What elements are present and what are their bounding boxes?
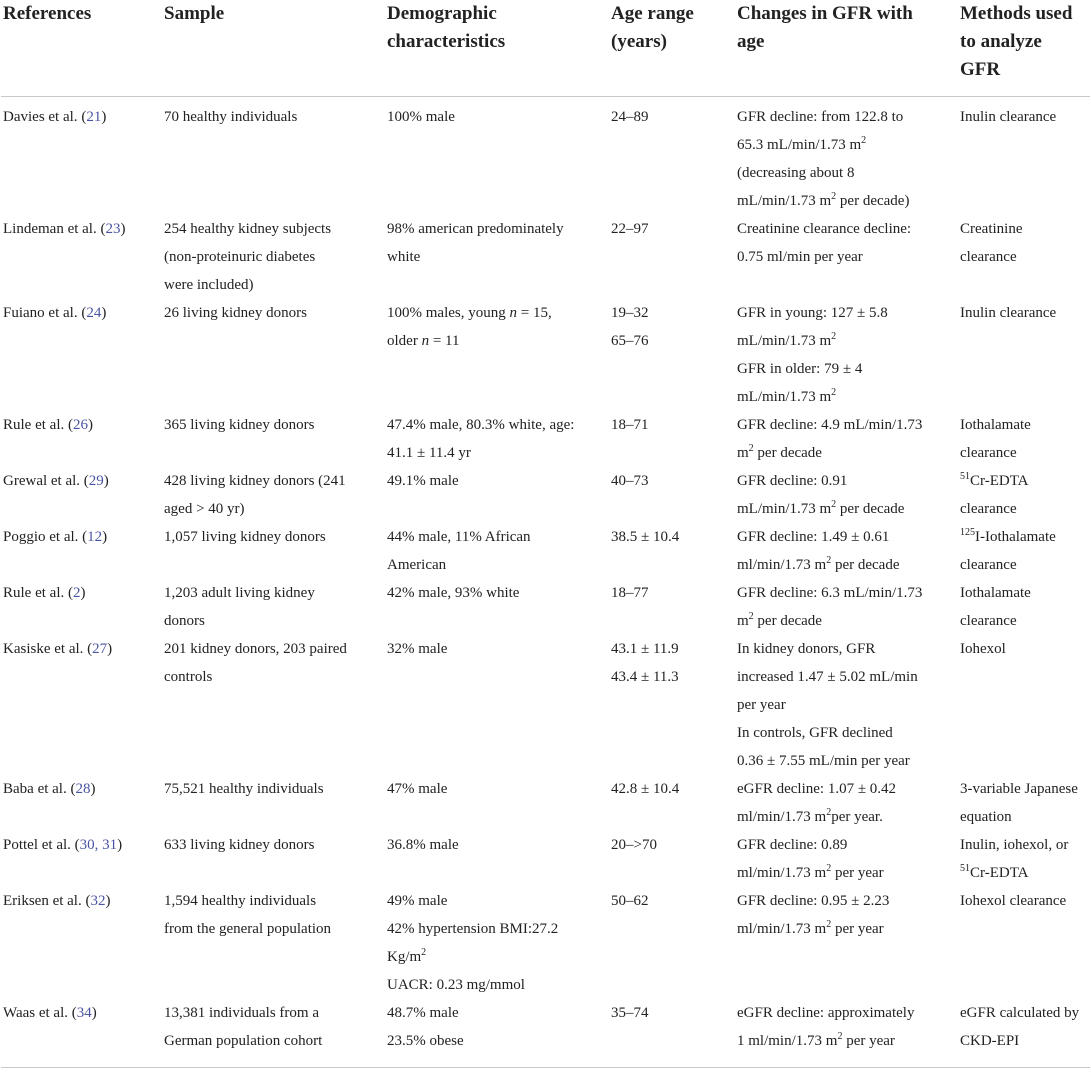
cell-line: clearance — [960, 613, 1017, 629]
cell-reference: Rule et al. (2) — [3, 585, 86, 601]
citation-link[interactable]: 12 — [87, 529, 103, 545]
citation-link[interactable]: 28 — [75, 781, 91, 797]
cell-line: Inulin, iohexol, or — [960, 837, 1069, 853]
cell-demographic — [385, 831, 609, 887]
cell-line: increased 1.47 ± 5.02 mL/min — [737, 669, 918, 685]
cell-age-range — [609, 579, 735, 635]
author-name: Eriksen et al. — [3, 893, 82, 909]
header-demographic: Demographic characteristics — [385, 0, 609, 97]
cell-line: GFR decline: 6.3 mL/min/1.73 — [737, 585, 923, 601]
header-sample: Sample — [162, 0, 385, 97]
cell-age-range — [609, 523, 735, 579]
table-row — [1, 775, 1090, 831]
cell-reference: Poggio et al. (12) — [3, 529, 108, 545]
cell-line: 100% males, young n = 15, — [387, 305, 552, 321]
cell-demographic — [385, 775, 609, 831]
author-name: Grewal et al. — [3, 473, 81, 489]
citation-link[interactable]: 2 — [72, 585, 81, 601]
cell-demographic — [385, 467, 609, 523]
cell-reference: Grewal et al. (29) — [3, 473, 109, 489]
table-row — [1, 579, 1090, 635]
cell-gfr-change — [735, 523, 958, 579]
cell-line: 1,594 healthy individuals — [164, 893, 317, 909]
cell-method — [958, 831, 1090, 887]
cell-line: 50–62 — [611, 893, 649, 909]
cell-reference: Waas et al. (34) — [1, 999, 162, 1068]
cell-gfr-change — [735, 579, 958, 635]
cell-line: 1,057 living kidney donors — [164, 529, 326, 545]
cell-sample — [162, 411, 385, 467]
author-name: Poggio et al. — [3, 529, 79, 545]
cell-reference: Pottel et al. (30, 31) — [3, 837, 123, 853]
cell-line: $Kg/m^2$ — [387, 947, 427, 965]
cell-method — [958, 999, 1090, 1068]
gfr-studies-table — [1, 0, 1090, 1068]
cell-line: Inulin clearance — [960, 305, 1057, 321]
cell-line: 49.1% male — [387, 473, 459, 489]
table-row — [1, 215, 1090, 299]
cell-line: Iohexol clearance — [960, 893, 1067, 909]
cell-line: older n = 11 — [387, 333, 460, 349]
cell-sample — [162, 523, 385, 579]
cell-line: GFR decline: 4.9 mL/min/1.73 — [737, 417, 923, 433]
cell-line: 365 living kidney donors — [164, 417, 315, 433]
cell-line: GFR in young: 127 ± 5.8 — [737, 305, 888, 321]
cell-gfr-change — [735, 467, 958, 523]
header-gfr-changes: Changes in GFR with age — [735, 0, 958, 97]
cell-line: 70 healthy individuals — [164, 109, 298, 125]
cell-line: 20–>70 — [611, 837, 657, 853]
cell-gfr-change — [735, 775, 958, 831]
cell-gfr-change — [735, 299, 958, 411]
cell-reference: Rule et al. (26) — [3, 417, 93, 433]
cell-method — [958, 523, 1090, 579]
cell-line: 98% american predominately — [387, 221, 564, 237]
cell-line: 428 living kidney donors (241 — [164, 473, 346, 489]
cell-line: 18–77 — [611, 585, 649, 601]
cell-age-range — [609, 887, 735, 999]
cell-gfr-change — [735, 999, 958, 1068]
cell-line: UACR: 0.23 mg/mmol — [387, 977, 525, 993]
cell-age-range — [609, 775, 735, 831]
cell-line: 18–71 — [611, 417, 649, 433]
table-row — [1, 635, 1090, 775]
cell-line: 42.8 ± 10.4 — [611, 781, 680, 797]
cell-demographic — [385, 635, 609, 775]
author-name: Fuiano et al. — [3, 305, 78, 321]
cell-line: clearance — [960, 249, 1017, 265]
cell-age-range — [609, 411, 735, 467]
cell-line: $m^2$ per decade — [737, 443, 822, 461]
cell-age-range — [609, 97, 735, 216]
cell-sample — [162, 299, 385, 411]
cell-line: 75,521 healthy individuals — [164, 781, 324, 797]
cell-line: mL/min/1.73 $m^2$ — [737, 331, 837, 349]
cell-sample — [162, 999, 385, 1068]
citation-link[interactable]: 32 — [90, 893, 106, 909]
cell-reference: Lindeman et al. (23) — [3, 221, 126, 237]
cell-line: 41.1 ± 11.4 yr — [387, 445, 471, 461]
cell-line: 35–74 — [611, 1005, 649, 1021]
cell-line: American — [387, 557, 447, 573]
cell-line: clearance — [960, 501, 1017, 517]
cell-sample — [162, 467, 385, 523]
author-name: Rule et al. — [3, 417, 65, 433]
citation-link[interactable]: 23 — [105, 221, 121, 237]
citation-link[interactable]: 26 — [72, 417, 88, 433]
cell-line: GFR decline: 0.91 — [737, 473, 848, 489]
cell-age-range — [609, 467, 735, 523]
cell-demographic — [385, 299, 609, 411]
cell-age-range — [609, 215, 735, 299]
cell-line: mL/min/1.73 $m^2$ per decade — [737, 499, 905, 517]
cell-method — [958, 635, 1090, 775]
cell-age-range — [609, 635, 735, 775]
cell-line: 43.4 ± 11.3 — [611, 669, 679, 685]
cell-line: $m^2$ per decade — [737, 611, 822, 629]
cell-gfr-change — [735, 215, 958, 299]
cell-sample — [162, 579, 385, 635]
cell-line: 19–32 — [611, 305, 649, 321]
cell-line: mL/min/1.73 $m^2$ — [737, 387, 837, 405]
cell-gfr-change — [735, 887, 958, 999]
table-row — [1, 887, 1090, 999]
cell-line: clearance — [960, 557, 1017, 573]
cell-line: aged > 40 yr) — [164, 501, 245, 517]
citation-link[interactable]: 30, 31 — [79, 837, 118, 853]
cell-line: ml/min/1.73 $m^2$ per year — [737, 919, 884, 937]
cell-line: $^{125}$I-Iothalamate — [960, 527, 1056, 545]
author-name: Rule et al. — [3, 585, 65, 601]
cell-line: Iohexol — [960, 641, 1006, 657]
cell-line: 26 living kidney donors — [164, 305, 307, 321]
cell-line: (non-proteinuric diabetes — [164, 249, 316, 265]
cell-line: 23.5% obese — [387, 1033, 464, 1049]
header-references: References — [1, 0, 162, 97]
cell-line: 0.36 ± 7.55 mL/min per year — [737, 753, 910, 769]
cell-line: 43.1 ± 11.9 — [611, 641, 679, 657]
cell-line: equation — [960, 809, 1012, 825]
cell-reference: Eriksen et al. (32) — [3, 893, 111, 909]
cell-line: 47% male — [387, 781, 448, 797]
author-name: Waas et al. — [3, 1005, 69, 1021]
author-name: Davies et al. — [3, 109, 78, 125]
cell-reference: Baba et al. (28) — [3, 781, 96, 797]
cell-sample — [162, 831, 385, 887]
cell-line: 42% male, 93% white — [387, 585, 520, 601]
cell-gfr-change — [735, 635, 958, 775]
cell-line: were included) — [164, 277, 254, 293]
cell-method — [958, 887, 1090, 999]
cell-line: 24–89 — [611, 109, 649, 125]
cell-line: GFR decline: 1.49 ± 0.61 — [737, 529, 890, 545]
cell-line: 48.7% male — [387, 1005, 459, 1021]
cell-line: ml/min/1.73 $m^2$ per year — [737, 863, 884, 881]
cell-reference: Fuiano et al. (24) — [3, 305, 107, 321]
cell-line: 0.75 ml/min per year — [737, 249, 863, 265]
cell-method — [958, 467, 1090, 523]
cell-line: 13,381 individuals from a — [164, 1005, 319, 1021]
cell-line: (decreasing about 8 — [737, 165, 855, 181]
cell-method — [958, 97, 1090, 216]
cell-demographic — [385, 411, 609, 467]
citation-link[interactable]: 27 — [92, 641, 108, 657]
cell-line: donors — [164, 613, 205, 629]
table-row — [1, 523, 1090, 579]
cell-demographic — [385, 523, 609, 579]
citation-link[interactable]: 34 — [76, 1005, 92, 1021]
cell-line: white — [387, 249, 421, 265]
cell-line: 47.4% male, 80.3% white, age: — [387, 417, 575, 433]
table-row — [1, 97, 1090, 216]
cell-reference: Davies et al. (21) — [3, 109, 107, 125]
cell-method — [958, 299, 1090, 411]
cell-line: GFR decline: from 122.8 to — [737, 109, 904, 125]
cell-gfr-change — [735, 831, 958, 887]
cell-line: ml/min/1.73 $m^2per$ year. — [737, 807, 883, 825]
table-row — [1, 467, 1090, 523]
author-name: Baba et al. — [3, 781, 67, 797]
cell-line: 1 ml/min/1.73 $m^2$ per year — [737, 1031, 895, 1049]
cell-line: 201 kidney donors, 203 paired — [164, 641, 347, 657]
cell-demographic — [385, 887, 609, 999]
author-name: Kasiske et al. — [3, 641, 84, 657]
citation-link[interactable]: 21 — [86, 109, 102, 125]
cell-age-range — [609, 831, 735, 887]
cell-line: 42% hypertension BMI:27.2 — [387, 921, 559, 937]
cell-line: 633 living kidney donors — [164, 837, 315, 853]
cell-line: In kidney donors, GFR — [737, 641, 876, 657]
cell-demographic — [385, 97, 609, 216]
cell-line: 40–73 — [611, 473, 649, 489]
cell-line: GFR decline: 0.95 ± 2.23 — [737, 893, 890, 909]
table-row — [1, 299, 1090, 411]
cell-line: 254 healthy kidney subjects — [164, 221, 332, 237]
cell-method — [958, 579, 1090, 635]
header-age-range: Age range (years) — [609, 0, 735, 97]
cell-line: Creatinine clearance decline: — [737, 221, 912, 237]
cell-line: CKD-EPI — [960, 1033, 1020, 1049]
author-name: Lindeman et al. — [3, 221, 97, 237]
cell-gfr-change — [735, 97, 958, 216]
table-row — [1, 831, 1090, 887]
cell-line: GFR in older: 79 ± 4 — [737, 361, 863, 377]
cell-demographic — [385, 215, 609, 299]
cell-age-range — [609, 299, 735, 411]
cell-line: 44% male, 11% African — [387, 529, 531, 545]
cell-sample — [162, 635, 385, 775]
header-row — [1, 0, 1090, 97]
cell-reference: Kasiske et al. (27) — [3, 641, 113, 657]
cell-line: In controls, GFR declined — [737, 725, 893, 741]
cell-line: 100% male — [387, 109, 455, 125]
cell-demographic — [385, 999, 609, 1068]
cell-line: Iothalamate — [960, 585, 1031, 601]
cell-line: 49% male — [387, 893, 448, 909]
cell-line: ml/min/1.73 $m^2$ per decade — [737, 555, 900, 573]
cell-line: eGFR decline: approximately — [737, 1005, 915, 1021]
cell-line: 65.3 mL/min/1.73 $m^2$ — [737, 135, 867, 153]
cell-line: 1,203 adult living kidney — [164, 585, 315, 601]
cell-line: Creatinine — [960, 221, 1023, 237]
cell-line: 32% male — [387, 641, 448, 657]
cell-line: controls — [164, 669, 213, 685]
cell-line: 3-variable Japanese — [960, 781, 1078, 797]
citation-link[interactable]: 24 — [86, 305, 102, 321]
cell-line: $^{51}$Cr-EDTA — [960, 471, 1029, 489]
cell-age-range — [609, 999, 735, 1068]
cell-line: German population cohort — [164, 1033, 323, 1049]
cell-line: per year — [737, 697, 786, 713]
cell-sample — [162, 215, 385, 299]
cell-line: clearance — [960, 445, 1017, 461]
cell-sample — [162, 887, 385, 999]
cell-line: Inulin clearance — [960, 109, 1057, 125]
cell-line: from the general population — [164, 921, 332, 937]
header-methods: Methods used to analyze GFR — [958, 0, 1090, 97]
cell-method — [958, 775, 1090, 831]
author-name: Pottel et al. — [3, 837, 71, 853]
cell-line: GFR decline: 0.89 — [737, 837, 848, 853]
cell-gfr-change — [735, 411, 958, 467]
cell-sample — [162, 97, 385, 216]
table-row — [1, 411, 1090, 467]
cell-sample — [162, 775, 385, 831]
table-row — [1, 999, 1090, 1068]
cell-method — [958, 411, 1090, 467]
cell-line: 65–76 — [611, 333, 649, 349]
cell-line: mL/min/1.73 $m^2$ per decade) — [737, 191, 910, 209]
citation-link[interactable]: 29 — [88, 473, 104, 489]
cell-line: 38.5 ± 10.4 — [611, 529, 680, 545]
cell-line: 22–97 — [611, 221, 649, 237]
cell-line: 36.8% male — [387, 837, 459, 853]
cell-demographic — [385, 579, 609, 635]
cell-line: eGFR decline: 1.07 ± 0.42 — [737, 781, 897, 797]
cell-line: eGFR calculated by — [960, 1005, 1080, 1021]
cell-method — [958, 215, 1090, 299]
cell-line: $^{51}$Cr-EDTA — [960, 863, 1029, 881]
cell-line: Iothalamate — [960, 417, 1031, 433]
